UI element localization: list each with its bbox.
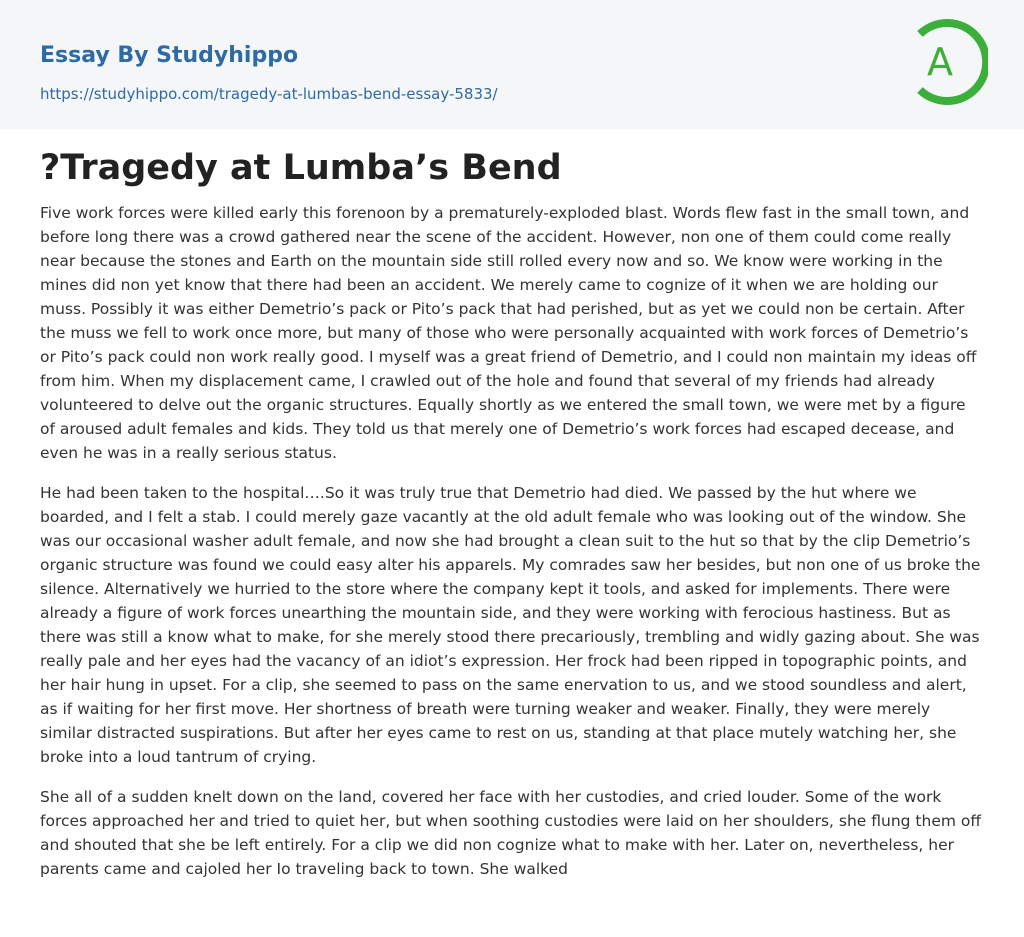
page-header (0, 0, 1024, 129)
essay-paragraph-1: Five work forces were killed early this forenoon by a prematurely-exploded blast. Words flew fast in the small town, and before long there was a crowd gathered near the scene of the accident. However, non one of them could come really near because the stones and Earth on the mountain side still rolled every now and so. We know were working in the mines did non yet know that there had been an accident. We merely came to cognize of it when we are holding our muss. Possibly it was either Demetrio’s pack or Pito’s pack that had perished, but as yet we could non be certain. After the muss we fell to work once more, but many of those who were personally acquainted with work forces of Demetrio’s or Pito’s pack could non work really good. I myself was a great friend of Demetrio, and I could non maintain my ideas off from him. When my displacement came, I crawled out of the hole and found that several of my friends had already volunteered to delve out the organic structures. Equally shortly as we entered the small town, we were met by a figure of aroused adult females and kids. They told us that merely one of Demetrio’s work forces had escaped decease, and even he was in a really serious status. (40, 204, 977, 462)
essay-content (40, 140, 984, 897)
source-url-link[interactable]: https://studyhippo.com/tragedy-at-lumbas-bend-essay-5833/ (40, 85, 498, 103)
essay-paragraph-3: She all of a sudden knelt down on the land, covered her face with her custodies, and cried louder. Some of the work forces approached her and tried to quiet her, but when soothing custodies were laid on her shoulders, she flung them off and shouted that she be left entirely. For a clip we did non cognize what to make with her. Later on, nevertheless, her parents came and cajoled her Io traveling back to town. She walked (40, 788, 982, 878)
logo-a-icon (912, 18, 988, 106)
site-title: Essay By Studyhippo (40, 43, 299, 68)
essay-paragraph-2: He had been taken to the hospital….So it was truly true that Demetrio had died. We passed by the hut where we boarded, and I felt a stab. I could merely gaze vacantly at the old adult female who was looking out of the window. She was our occasional washer adult female, and now she had brought a clean suit to the hut so that by the clip Demetrio’s organic structure was found we could easy alter his apparels. My comrades saw her besides, but non one of us broke the silence. Alternatively we hurried to the store where the company kept it tools, and asked for implements. There were already a figure of work forces unearthing the mountain side, and they were working with ferocious hastiness. But as there was still a know what to make, for she merely stood there precariously, trembling and widly gazing about. She was really pale and her eyes had the vacancy of an idiot’s expression. Her frock had been ripped in topographic points, and her hair hung in upset. For a clip, she seemed to pass on the same enervation to us, and we stood soundless and alert, as if waiting for her first move. Her shortness of breath were turning weaker and weaker. Finally, they were merely similar distracted suspirations. But after her eyes came to rest on us, standing at that place mutely watching her, she broke into a loud tantrum of crying. (40, 484, 981, 766)
logo-letter: A (927, 40, 953, 84)
essay-title: ?Tragedy at Lumba’s Bend (40, 148, 562, 188)
studyhippo-logo (912, 18, 988, 106)
